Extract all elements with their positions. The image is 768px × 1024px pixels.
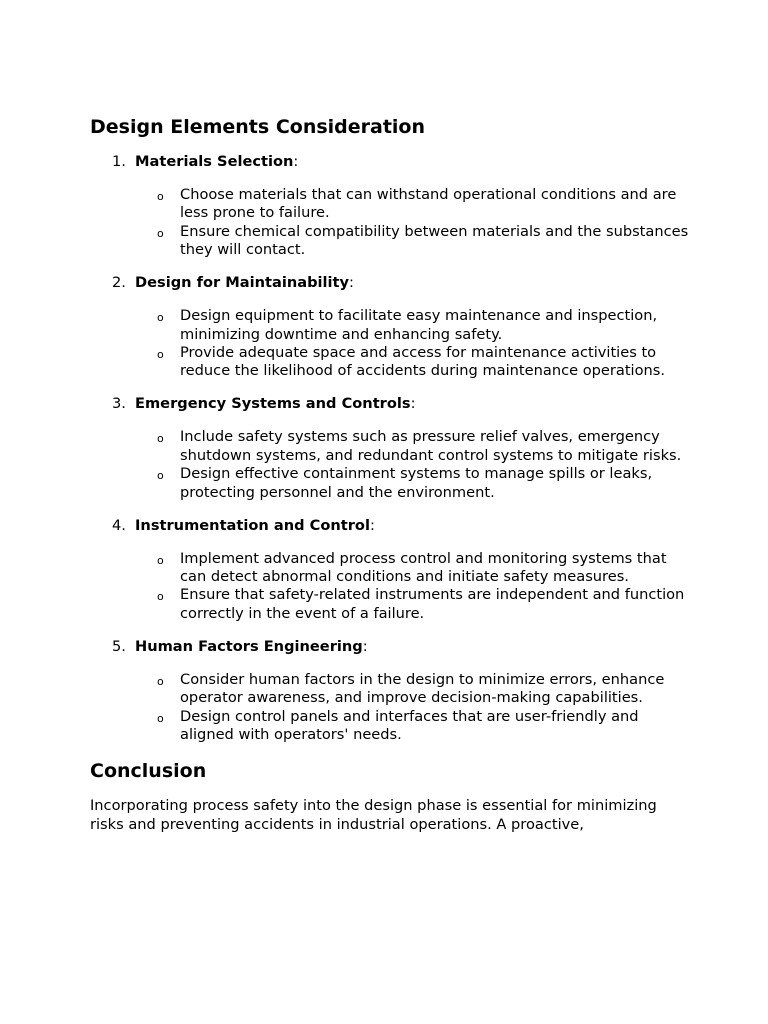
sub-bullet-item: [157, 707, 690, 745]
sub-bullet-item: [157, 465, 690, 502]
bullet-icon: o: [157, 311, 164, 325]
sub-bullet-text: Include safety systems such as pressure relief valves, emergency shutdown systems, and redundant control systems to mitigate risks.: [180, 428, 682, 464]
bullet-icon: o: [157, 469, 164, 483]
bullet-icon: o: [157, 711, 164, 725]
sub-bullet-text: Design control panels and interfaces that are user-friendly and aligned with operators' needs.: [180, 707, 639, 744]
list-item-title: Instrumentation and Control: [135, 516, 370, 534]
list-item-colon: :: [349, 274, 354, 292]
list-item-section: [90, 153, 690, 260]
list-item-section: [90, 638, 690, 745]
list-item-number: 2.: [112, 274, 126, 292]
sub-bullet-text: Design equipment to facilitate easy maintenance and inspection, minimizing downtime and enhancing safety.: [180, 307, 658, 343]
list-item-section: [90, 395, 690, 502]
list-item-number: 5.: [112, 637, 126, 655]
list-item-colon: :: [293, 153, 299, 170]
sub-bullet-text: Implement advanced process control and monitoring systems that can detect abnormal conditions and initiate safety measures.: [180, 549, 667, 586]
list-item-colon: :: [362, 637, 368, 655]
sub-bullet-text: Ensure that safety-related instruments are independent and function correctly in the event of a failure.: [180, 586, 685, 622]
sub-bullet-text: Design effective containment systems to manage spills or leaks, protecting personnel and the environment.: [180, 465, 653, 501]
list-item-title: Emergency Systems and Controls: [135, 395, 411, 413]
sub-bullet-item: [157, 186, 690, 223]
list-item-section: [90, 517, 690, 624]
list-item-heading: [135, 395, 690, 413]
section-heading-conclusion: Conclusion: [90, 760, 207, 783]
list-item-title: Materials Selection: [135, 153, 294, 170]
sub-bullet-item: [157, 549, 690, 587]
sub-bullet-text: Ensure chemical compatibility between materials and the substances they will contact.: [180, 222, 689, 259]
list-item-title: Human Factors Engineering: [135, 637, 363, 655]
document-page: [90, 115, 690, 834]
sub-bullet-item: [157, 586, 690, 623]
list-item-heading: [135, 517, 690, 535]
list-item-heading: [135, 153, 690, 171]
bullet-icon: o: [157, 190, 164, 203]
bullet-icon: o: [157, 674, 164, 688]
sub-bullet-item: [157, 222, 690, 260]
sub-bullet-list: [135, 307, 690, 381]
sub-bullet-text: Provide adequate space and access for maintenance activities to reduce the likelihood of accidents during maintenance operations.: [180, 344, 666, 380]
list-item-heading: [135, 638, 690, 656]
design-elements-list: [90, 153, 690, 745]
list-item-title: Design for Maintainability: [135, 274, 350, 292]
sub-bullet-item: [157, 428, 690, 465]
bullet-icon: o: [157, 590, 164, 604]
sub-bullet-list: [135, 671, 690, 745]
list-item-colon: :: [410, 395, 416, 413]
sub-bullet-item: [157, 307, 690, 344]
list-item-section: [90, 274, 690, 381]
bullet-icon: o: [157, 553, 164, 567]
sub-bullet-list: [135, 550, 690, 624]
list-item-number: 3.: [112, 395, 126, 413]
sub-bullet-list: [135, 186, 690, 260]
sub-bullet-list: [135, 428, 690, 502]
sub-bullet-text: Consider human factors in the design to minimize errors, enhance operator awareness, and improve decision-making capabilities.: [180, 670, 665, 707]
sub-bullet-item: [157, 344, 690, 381]
bullet-icon: o: [157, 348, 164, 362]
list-item-number: 1.: [112, 153, 126, 170]
bullet-icon: o: [157, 226, 164, 240]
bullet-icon: o: [157, 432, 164, 446]
sub-bullet-text: Choose materials that can withstand operational conditions and are less prone to failure.: [180, 186, 677, 222]
list-item-colon: :: [369, 516, 375, 534]
conclusion-paragraph: Incorporating process safety into the design phase is essential for minimizing risks and preventing accidents in industrial operations. A proactive,: [90, 797, 657, 833]
section-heading-design-elements: Design Elements Consideration: [90, 116, 426, 138]
list-item-number: 4.: [112, 516, 126, 534]
list-item-heading: [135, 274, 690, 292]
sub-bullet-item: [157, 670, 690, 708]
